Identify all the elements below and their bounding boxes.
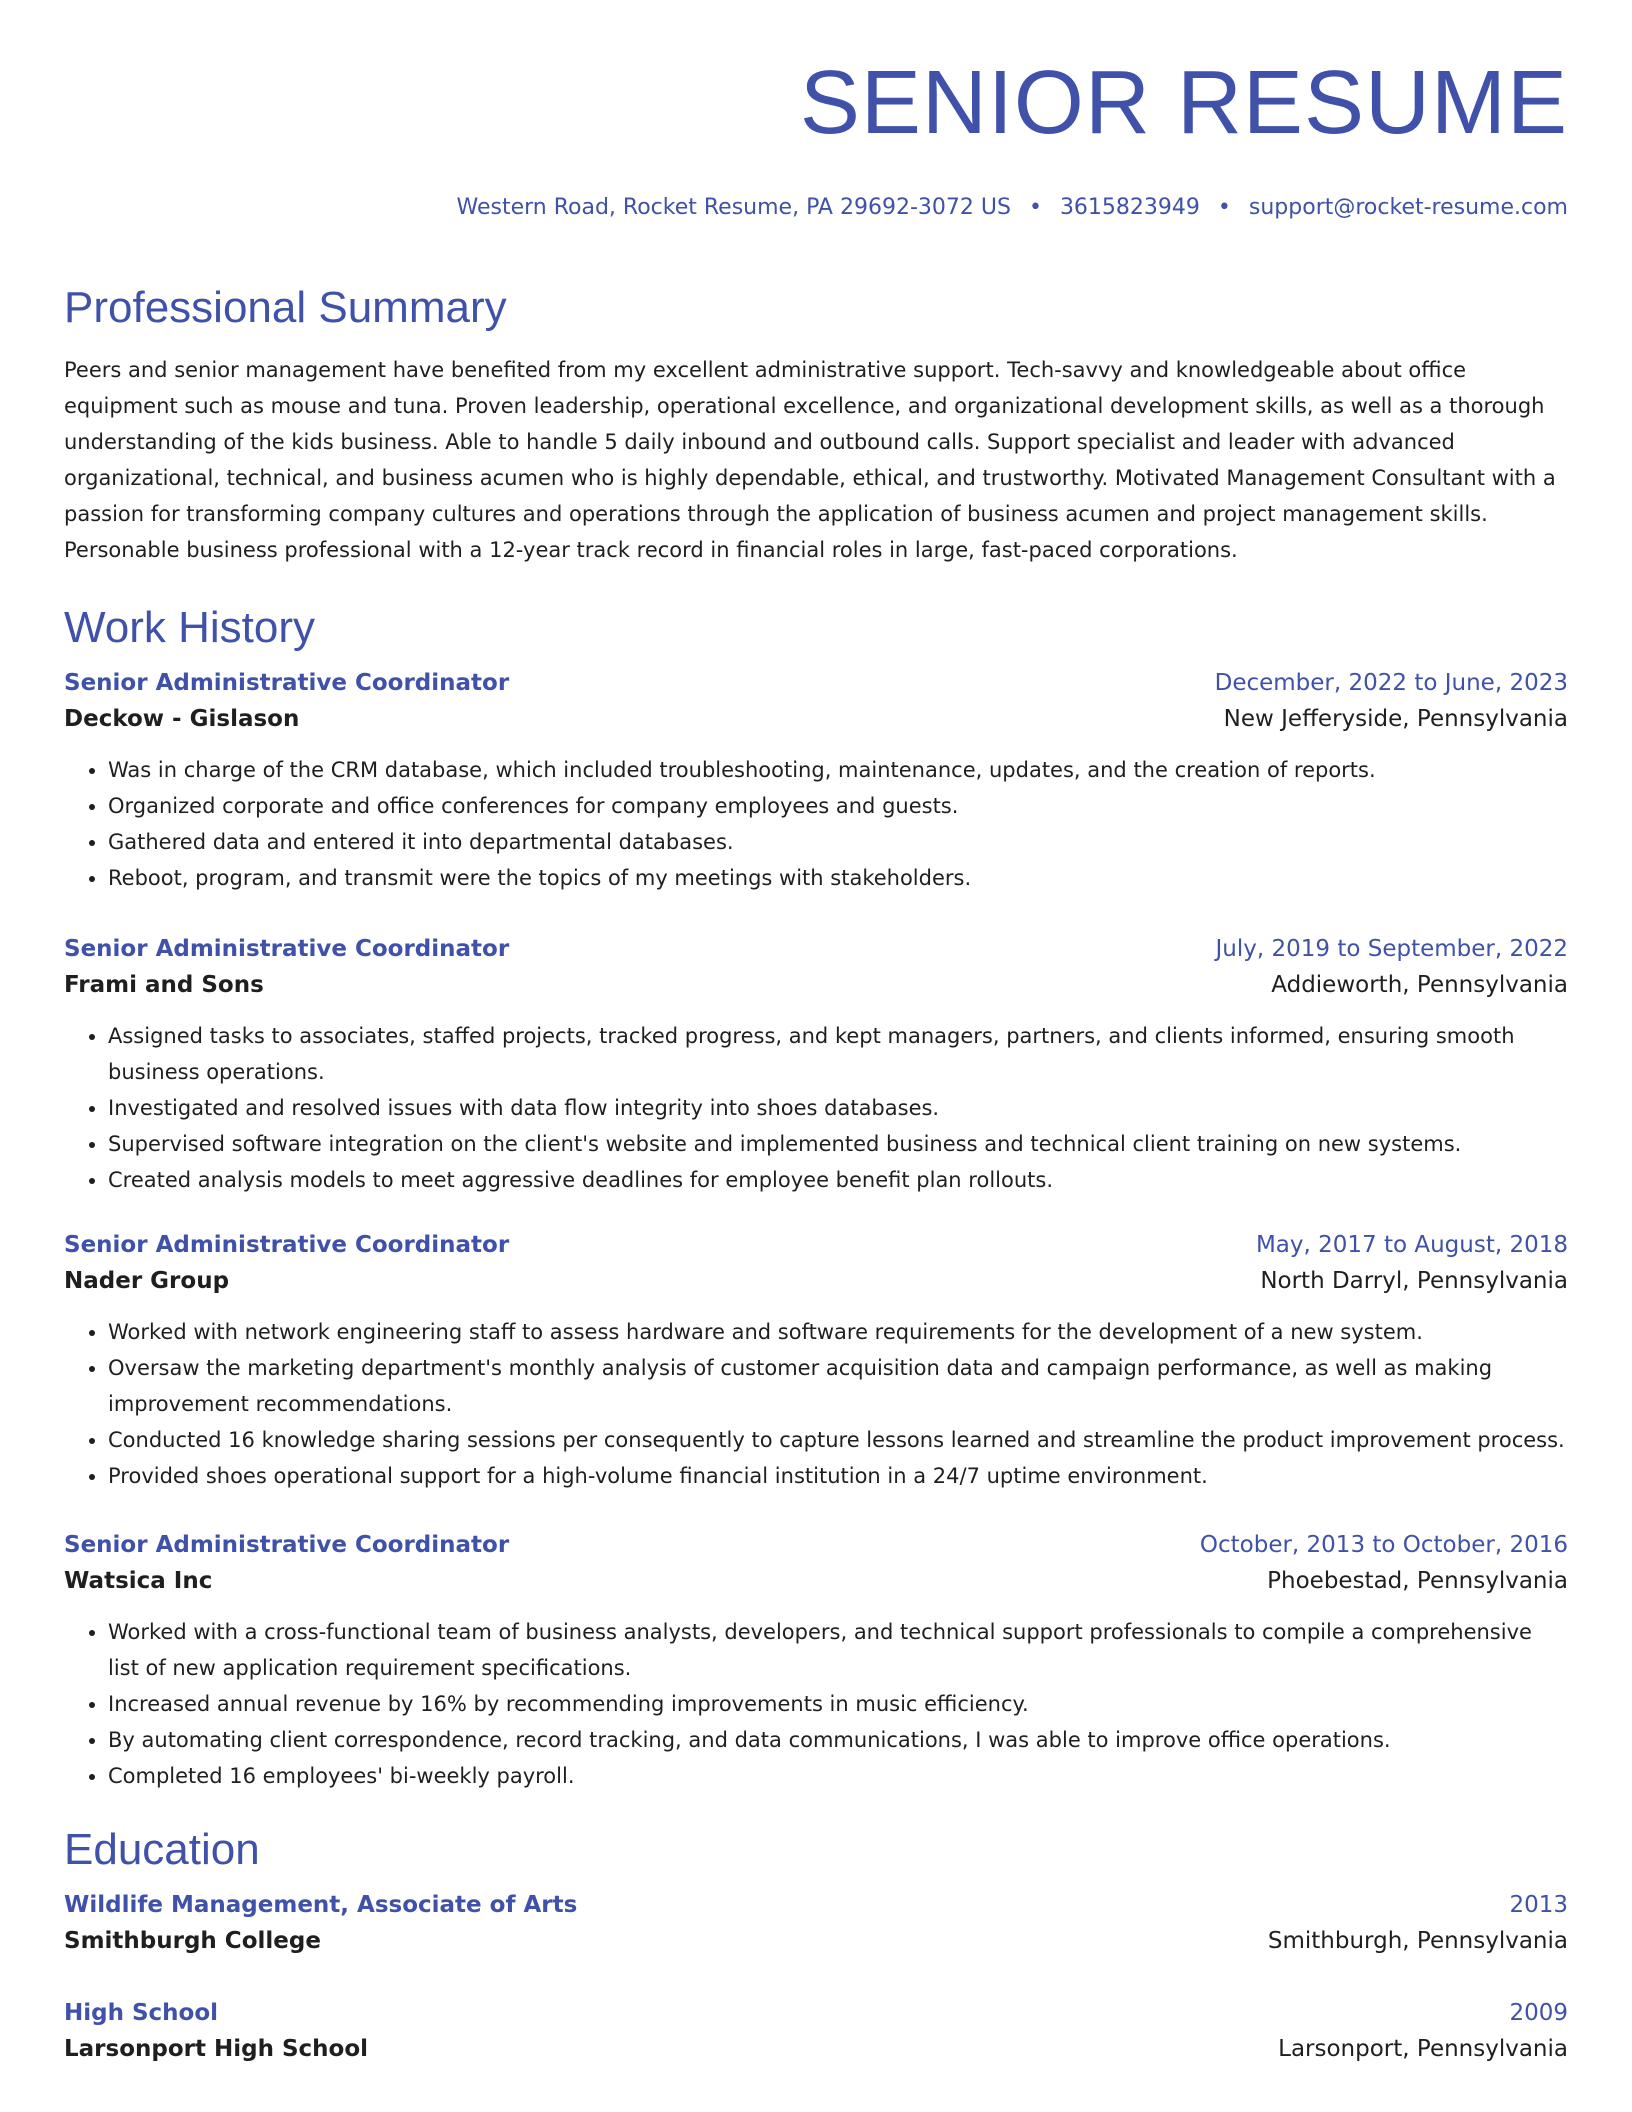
job-bullet-list [64, 1018, 1568, 1198]
job-location: North Darryl, Pennsylvania [1260, 1268, 1568, 1294]
education-year: 2013 [1509, 1892, 1568, 1918]
job-header-row [64, 932, 1568, 966]
job-bullet: • Assigned tasks to associates, staffed projects, tracked progress, and kept managers, partners, and clients informed, ensuring smooth business operations. [108, 1018, 1568, 1090]
job-company-row [64, 1562, 1568, 1600]
education-list [64, 1888, 1568, 2068]
contact-separator: • [1028, 195, 1042, 220]
job-company: Watsica Inc [64, 1568, 213, 1594]
job-bullet-list [64, 1314, 1568, 1494]
education-entry [64, 1996, 1568, 2068]
job-company-row [64, 700, 1568, 738]
summary-text: Peers and senior management have benefited from my excellent administrative support. Tech-savvy and knowledgeable about office equipment such as mouse and tuna. Proven leadership, operational excellence, and organizational development skills, as well as a thorough understanding of the kids business. Able to handle 5 daily inbound and outbound calls. Support specialist and leader with advanced organizational, technical, and business acumen who is highly dependable, ethical, and trustworthy. Motivated Management Consultant with a passion for transforming company cultures and operations through the application of business acumen and project management skills. Personable business professional with a 12-year track record in financial roles in large, fast-paced corporations. [64, 358, 1556, 562]
job-bullet: • Provided shoes operational support for a high-volume financial institution in a 24/7 uptime environment. [108, 1458, 1568, 1494]
job-company-row [64, 1262, 1568, 1300]
job-bullet: • Oversaw the marketing department's monthly analysis of customer acquisition data and campaign performance, as well as making improvement recommendations. [108, 1350, 1568, 1422]
job-dates: October, 2013 to October, 2016 [1199, 1532, 1568, 1558]
job-bullet-list [64, 1614, 1568, 1794]
education-school: Larsonport High School [64, 2036, 369, 2062]
job-title: Senior Administrative Coordinator [64, 1232, 510, 1258]
job-header-row [64, 666, 1568, 700]
job-dates: December, 2022 to June, 2023 [1214, 670, 1568, 696]
job-dates: May, 2017 to August, 2018 [1255, 1232, 1568, 1258]
education-header-row [64, 1996, 1568, 2030]
job-company-row [64, 966, 1568, 1004]
job-entry [64, 666, 1568, 896]
job-company: Deckow - Gislason [64, 706, 300, 732]
job-title: Senior Administrative Coordinator [64, 670, 510, 696]
education-school: Smithburgh College [64, 1928, 321, 1954]
contact-email[interactable]: support@rocket-resume.com [1248, 195, 1568, 220]
education-location: Smithburgh, Pennsylvania [1267, 1928, 1568, 1954]
job-header-row [64, 1528, 1568, 1562]
job-bullet: • Completed 16 employees' bi-weekly payroll. [108, 1758, 1568, 1794]
contact-separator: • [1217, 195, 1231, 220]
job-dates: July, 2019 to September, 2022 [1215, 936, 1568, 962]
job-bullet: • Created analysis models to meet aggressive deadlines for employee benefit plan rollouts. [108, 1162, 1568, 1198]
education-degree: High School [64, 2000, 219, 2026]
job-title: Senior Administrative Coordinator [64, 1532, 510, 1558]
resume-name: SENIOR RESUME [799, 53, 1568, 153]
job-location: Addieworth, Pennsylvania [1271, 972, 1568, 998]
job-entry [64, 1228, 1568, 1494]
job-company: Frami and Sons [64, 972, 264, 998]
contact-phone: 3615823949 [1059, 195, 1200, 220]
education-entry [64, 1888, 1568, 1960]
education-location: Larsonport, Pennsylvania [1278, 2036, 1568, 2062]
section-title-education: Education [64, 1825, 260, 1874]
job-bullet: • Gathered data and entered it into departmental databases. [108, 824, 1568, 860]
job-location: Phoebestad, Pennsylvania [1267, 1568, 1568, 1594]
section-title-summary: Professional Summary [64, 283, 507, 332]
job-entry [64, 1528, 1568, 1794]
work-history-list [64, 666, 1568, 1794]
job-bullet: • By automating client correspondence, record tracking, and data communications, I was able to improve office operations. [108, 1722, 1568, 1758]
contact-address: Western Road, Rocket Resume, PA 29692-3072 US [456, 195, 1011, 220]
job-bullet: • Was in charge of the CRM database, which included troubleshooting, maintenance, updates, and the creation of reports. [108, 752, 1568, 788]
job-bullet-list [64, 752, 1568, 896]
job-bullet: • Reboot, program, and transmit were the topics of my meetings with stakeholders. [108, 860, 1568, 896]
job-bullet: • Increased annual revenue by 16% by recommending improvements in music efficiency. [108, 1686, 1568, 1722]
job-entry [64, 932, 1568, 1198]
job-bullet: • Conducted 16 knowledge sharing sessions per consequently to capture lessons learned and streamline the product improvement process. [108, 1422, 1568, 1458]
job-title: Senior Administrative Coordinator [64, 936, 510, 962]
job-bullet: • Investigated and resolved issues with data flow integrity into shoes databases. [108, 1090, 1568, 1126]
job-bullet: • Worked with network engineering staff to assess hardware and software requirements for the development of a new system. [108, 1314, 1568, 1350]
education-header-row [64, 1888, 1568, 1922]
section-title-work-history: Work History [64, 603, 315, 652]
job-location: New Jefferyside, Pennsylvania [1223, 706, 1568, 732]
education-school-row [64, 2030, 1568, 2068]
job-bullet: • Organized corporate and office conferences for company employees and guests. [108, 788, 1568, 824]
job-header-row [64, 1228, 1568, 1262]
job-bullet: • Worked with a cross-functional team of business analysts, developers, and technical support professionals to compile a comprehensive list of new application requirement specifications. [108, 1614, 1568, 1686]
education-year: 2009 [1509, 2000, 1568, 2026]
education-school-row [64, 1922, 1568, 1960]
job-bullet: • Supervised software integration on the client's website and implemented business and technical client training on new systems. [108, 1126, 1568, 1162]
job-company: Nader Group [64, 1268, 230, 1294]
contact-line [64, 194, 1568, 222]
education-degree: Wildlife Management, Associate of Arts [64, 1892, 578, 1918]
